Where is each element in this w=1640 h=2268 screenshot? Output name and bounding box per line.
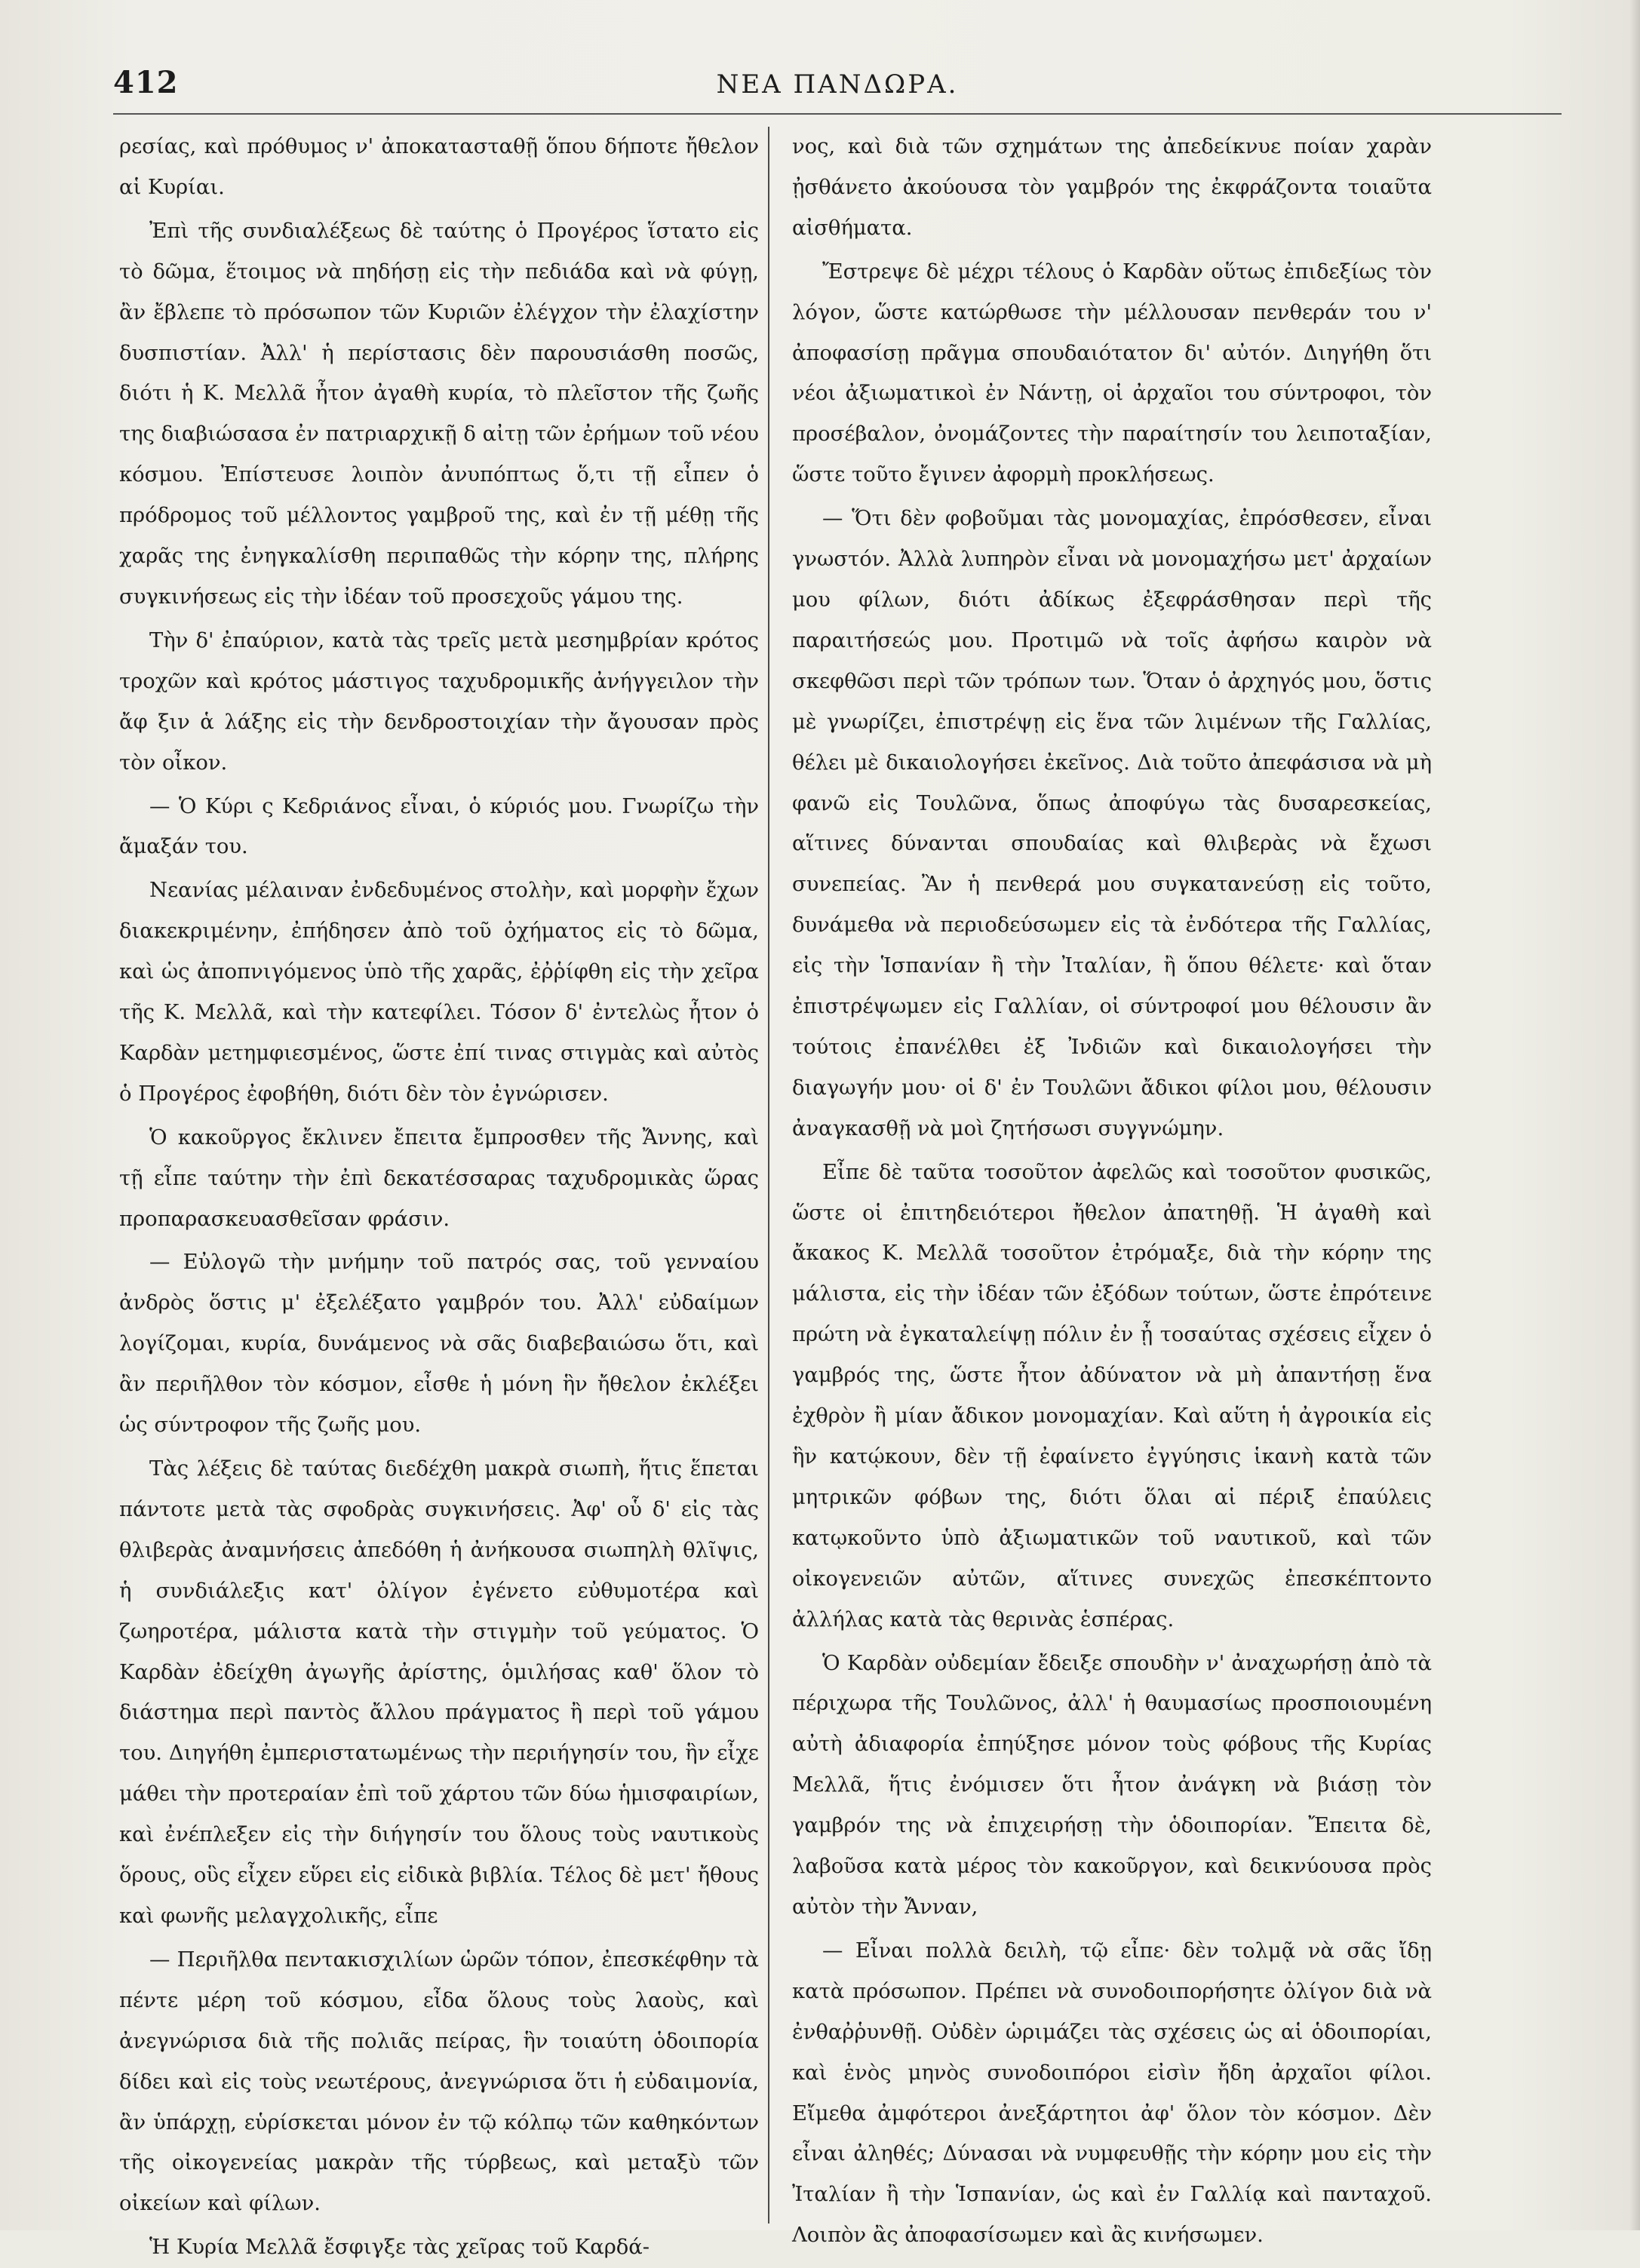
paragraph: Τὰς λέξεις δὲ ταύτας διεδέχθη μακρὰ σιωπὴ, ἥτις ἕπεται πάντοτε μετὰ τὰς σφοδρὰς συγκινήσεις. Ἀφ' οὗ δ' εἰς τὰς θλιβερὰς ἀναμνήσεις ἀπεδόθη ἡ ἀνήκουσα σιωπηλὴ θλῖψις, ἡ συνδιάλεξις κατ' ὀλίγον ἐγένετο εὐθυμοτέρα καὶ ζωηροτέρα, μάλιστα κατὰ τὴν στιγμὴν τοῦ γεύματος. Ὁ Καρδὰν ἐδείχθη ἀγωγῆς ἀρίστης, ὁμιλήσας καθ' ὅλον τὸ διάστημα περὶ παντὸς ἄλλου πράγματος ἢ περὶ τοῦ γάμου του. Διηγήθη ἐμπεριστατωμένως τὴν περιήγησίν του, ἣν εἶχε μάθει τὴν προτεραίαν ἐπὶ τοῦ χάρτου τῶν δύω ἡμισφαιρίων, καὶ ἐνέπλεξεν εἰς τὴν διήγησίν του ὅλους τοὺς ναυτικοὺς ὅρους, οὓς εἶχεν εὕρει εἰς εἰδικὰ βιβλία. Τέλος δὲ μετ' ἤθους καὶ φωνῆς μελαγχολικῆς, εἶπε: [119, 1457, 759, 1928]
paragraph: ρεσίας, καὶ πρόθυμος ν' ἀποκατασταθῇ ὅπου δήποτε ἤθελον αἱ Κυρίαι.: [119, 135, 759, 199]
paragraph: Ὁ Καρδὰν οὐδεμίαν ἔδειξε σπουδὴν ν' ἀναχωρήσῃ ἀπὸ τὰ πέριχωρα τῆς Τουλῶνος, ἀλλ' ἡ θαυμασίως προσποιουμένη αὐτὴ ἀδιαφορία ἐπηύξησε μόνον τοὺς φόβους τῆς Κυρίας Μελλᾶ, ἥτις ἐνόμισεν ὅτι ἦτον ἀνάγκη νὰ βιάσῃ τὸν γαμβρόν της νὰ ἐπιχειρήσῃ τὴν ὁδοιπορίαν. Ἔπειτα δὲ, λαβοῦσα κατὰ μέρος τὸν κακοῦργον, καὶ δεικνύουσα πρὸς αὐτὸν τὴν Ἄνναν,: [792, 1651, 1432, 1919]
paragraph: Εἶπε δὲ ταῦτα τοσοῦτον ἀφελῶς καὶ τοσοῦτον φυσικῶς, ὥστε οἱ ἐπιτηδειότεροι ἤθελον ἀπατηθῇ. Ἡ ἀγαθὴ καὶ ἄκακος Κ. Μελλᾶ τοσοῦτον ἐτρόμαξε, διὰ τὴν κόρην της μάλιστα, εἰς τὴν ἰδέαν τῶν ἐξόδων τούτων, ὥστε ἐπρότεινε πρώτη νὰ ἐγκαταλείψῃ πόλιν ἐν ᾗ τοσαύτας σχέσεις εἶχεν ὁ γαμβρός της, ὥστε ἦτον ἀδύνατον νὰ μὴ ἀπαντήσῃ ἕνα ἐχθρὸν ἢ μίαν ἄδικον μονομαχίαν. Καὶ αὕτη ἡ ἀγροικία εἰς ἣν κατῴκουν, δὲν τῇ ἐφαίνετο ἐγγύησις ἱκανὴ κατὰ τῶν μητρικῶν φόβων της, διότι ὅλαι αἱ πέριξ ἐπαύλεις κατῳκοῦντο ὑπὸ ἀξιωματικῶν τοῦ ναυτικοῦ, καὶ τῶν οἰκογενειῶν αὐτῶν, αἵτινες συνεχῶς ἐπεσκέπτοντο ἀλλήλας κατὰ τὰς θερινὰς ἑσπέρας.: [792, 1160, 1432, 1631]
paragraph: — Ὅτι δὲν φοβοῦμαι τὰς μονομαχίας, ἐπρόσθεσεν, εἶναι γνωστόν. Ἀλλὰ λυπηρὸν εἶναι νὰ μονομαχήσω μετ' ἀρχαίων μου φίλων, διότι ἀδίκως ἐξεφράσθησαν περὶ τῆς παραιτήσεώς μου. Προτιμῶ νὰ τοῖς ἀφήσω καιρὸν νὰ σκεφθῶσι περὶ τῶν τρόπων των. Ὅταν ὁ ἀρχηγός μου, ὅστις μὲ γνωρίζει, ἐπιστρέψῃ εἰς ἕνα τῶν λιμένων τῆς Γαλλίας, θέλει μὲ δικαιολογήσει ἐκεῖνος. Διὰ τοῦτο ἀπεφάσισα νὰ μὴ φανῶ εἰς Τουλῶνα, ὅπως ἀποφύγω τὰς δυσαρεσκείας, αἵτινες δύνανται σπουδαίας καὶ θλιβερὰς νὰ ἔχωσι συνεπείας. Ἂν ἡ πενθερά μου συγκατανεύσῃ εἰς τοῦτο, δυνάμεθα νὰ περιοδεύσωμεν εἰς τὰ ἐνδότερα τῆς Γαλλίας, εἰς τὴν Ἱσπανίαν ἢ τὴν Ἰταλίαν, ἢ ὅπου θέλετε· καὶ ὅταν ἐπιστρέψωμεν εἰς Γαλλίαν, οἱ σύντροφοί μου θέλουσιν ἂν τούτοις ἐπανέλθει ἐξ Ἰνδιῶν καὶ δικαιολογήσει τὴν διαγωγήν μου· οἱ δ' ἐν Τουλῶνι ἄδικοι φίλοι μου, θέλουσιν ἀναγκασθῇ νὰ μοὶ ζητήσωσι συγγνώμην.: [792, 507, 1432, 1140]
column-divider: [768, 127, 769, 2223]
left-column: [119, 127, 759, 2268]
page-edge-shadow: [1629, 0, 1640, 2230]
header-rule: [113, 113, 1562, 115]
right-column: [792, 127, 1432, 2256]
paragraph: Ὁ κακοῦργος ἔκλινεν ἔπειτα ἔμπροσθεν τῆς Ἄννης, καὶ τῇ εἶπε ταύτην τὴν ἐπὶ δεκατέσσαρας ταχυδρομικὰς ὥρας προπαρασκευασθεῖσαν φράσιν.: [119, 1125, 759, 1231]
running-title: ΝΕΑ ΠΑΝΔΩΡΑ.: [716, 69, 959, 100]
paragraph: — Περιῆλθα πεντακισχιλίων ὡρῶν τόπον, ἐπεσκέφθην τὰ πέντε μέρη τοῦ κόσμου, εἶδα ὅλους τοὺς λαοὺς, καὶ ἀνεγνώρισα διὰ τῆς πολιᾶς πείρας, ἣν τοιαύτη ὁδοιπορία δίδει καὶ εἰς τοὺς νεωτέρους, ἀνεγνώρισα ὅτι ἡ εὐδαιμονία, ἂν ὑπάρχῃ, εὑρίσκεται μόνον ἐν τῷ κόλπῳ τῶν καθηκόντων τῆς οἰκογενείας μακρὰν τῆς τύρβεως, καὶ μεταξὺ τῶν οἰκείων καὶ φίλων.: [119, 1947, 759, 2216]
paragraph: Ἔστρεψε δὲ μέχρι τέλους ὁ Καρδὰν οὕτως ἐπιδεξίως τὸν λόγον, ὥστε κατώρθωσε τὴν μέλλουσαν πενθεράν του ν' ἀποφασίσῃ πρᾶγμα σπουδαιότατον δι' αὐτόν. Διηγήθη ὅτι νέοι ἀξιωματικοὶ ἐν Νάντῃ, οἱ ἀρχαῖοι του σύντροφοι, τὸν προσέβαλον, ὀνομάζοντες τὴν παραίτησίν του λειποταξίαν, ὥστε τοῦτο ἔγινεν ἀφορμὴ προκλήσεως.: [792, 259, 1432, 487]
paragraph: Τὴν δ' ἐπαύριον, κατὰ τὰς τρεῖς μετὰ μεσημβρίαν κρότος τροχῶν καὶ κρότος μάστιγος ταχυδρομικῆς ἀνήγγειλον τὴν ἄφ ξιν ἁ λάξης εἰς τὴν δενδροστοιχίαν τὴν ἄγουσαν πρὸς τὸν οἶκον.: [119, 628, 759, 775]
paragraph: Ἐπὶ τῆς συνδιαλέξεως δὲ ταύτης ὁ Προγέρος ἵστατο εἰς τὸ δῶμα, ἕτοιμος νὰ πηδήσῃ εἰς τὴν πεδιάδα καὶ νὰ φύγῃ, ἂν ἔβλεπε τὸ πρόσωπον τῶν Κυριῶν ἐλέγχον τὴν ἐλαχίστην δυσπιστίαν. Ἀλλ' ἡ περίστασις δὲν παρουσιάσθη ποσῶς, διότι ἡ Κ. Μελλᾶ ἦτον ἀγαθὴ κυρία, τὸ πλεῖστον τῆς ζωῆς της διαβιώσασα ἐν πατριαρχικῇ δ αἰτῃ τῶν ἐρήμων τοῦ νέου κόσμου. Ἐπίστευσε λοιπὸν ἀνυπόπτως ὅ,τι τῇ εἶπεν ὁ πρόδρομος τοῦ μέλλοντος γαμβροῦ της, καὶ ἐν τῇ μέθῃ τῆς χαρᾶς της ἐνηγκαλίσθη περιπαθῶς τὴν κόρην της, πλήρης συγκινήσεως εἰς τὴν ἰδέαν τοῦ προσεχοῦς γάμου της.: [119, 219, 759, 609]
paragraph: — Ὁ Κύρι ς Κεδριάνος εἶναι, ὁ κύριός μου. Γνωρίζω τὴν ἄμαξάν του.: [119, 794, 759, 859]
paragraph: — Εἶναι πολλὰ δειλὴ, τῷ εἶπε· δὲν τολμᾷ νὰ σᾶς ἴδῃ κατὰ πρόσωπον. Πρέπει νὰ συνοδοιπορήσητε ὀλίγον διὰ νὰ ἐνθαῤῥυνθῇ. Οὐδὲν ὡριμάζει τὰς σχέσεις ὡς αἱ ὁδοιπορίαι, καὶ ἑνὸς μηνὸς συνοδοιπόροι εἰσὶν ἤδη ἀρχαῖοι φίλοι. Εἴμεθα ἀμφότεροι ἀνεξάρτητοι ἀφ' ὅλον τὸν κόσμον. Δὲν εἶναι ἀληθές; Δύνασαι νὰ νυμφευθῇς τὴν κόρην μου εἰς τὴν Ἰταλίαν ἢ τὴν Ἱσπανίαν, ὡς καὶ ἐν Γαλλίᾳ καὶ πανταχοῦ. Λοιπὸν ἂς ἀποφασίσωμεν καὶ ἂς κινήσωμεν.: [792, 1938, 1432, 2248]
page-number: 412: [113, 65, 179, 100]
paragraph: νος, καὶ διὰ τῶν σχημάτων της ἀπεδείκνυε ποίαν χαρὰν ᾐσθάνετο ἀκούουσα τὸν γαμβρόν της ἐκφράζοντα τοιαῦτα αἰσθήματα.: [792, 135, 1432, 240]
paragraph: — Εὐλογῶ τὴν μνήμην τοῦ πατρός σας, τοῦ γενναίου ἀνδρὸς ὅστις μ' ἐξελέξατο γαμβρόν του. Ἀλλ' εὐδαίμων λογίζομαι, κυρία, δυνάμενος νὰ σᾶς διαβεβαιώσω ὅτι, καὶ ἂν περιῆλθον τὸν κόσμον, εἶσθε ἡ μόνη ἣν ἤθελον ἐκλέξει ὡς σύντροφον τῆς ζωῆς μου.: [119, 1251, 759, 1438]
paragraph: Ἡ Κυρία Μελλᾶ ἔσφιγξε τὰς χεῖρας τοῦ Καρδά-: [149, 2236, 650, 2260]
paragraph: Νεανίας μέλαιναν ἐνδεδυμένος στολὴν, καὶ μορφὴν ἔχων διακεκριμένην, ἐπήδησεν ἀπὸ τοῦ ὀχήματος εἰς τὸ δῶμα, καὶ ὡς ἀποπνιγόμενος ὑπὸ τῆς χαρᾶς, ἐῤῥίφθη εἰς τὴν χεῖρα τῆς Κ. Μελλᾶ, καὶ τὴν κατεφίλει. Τόσον δ' ἐντελὼς ἦτον ὁ Καρδὰν μετημφιεσμένος, ὥστε ἐπί τινας στιγμὰς καὶ αὐτὸς ὁ Προγέρος ἐφοβήθη, διότι δὲν τὸν ἐγνώρισεν.: [119, 879, 759, 1106]
page-header: [113, 65, 1562, 110]
